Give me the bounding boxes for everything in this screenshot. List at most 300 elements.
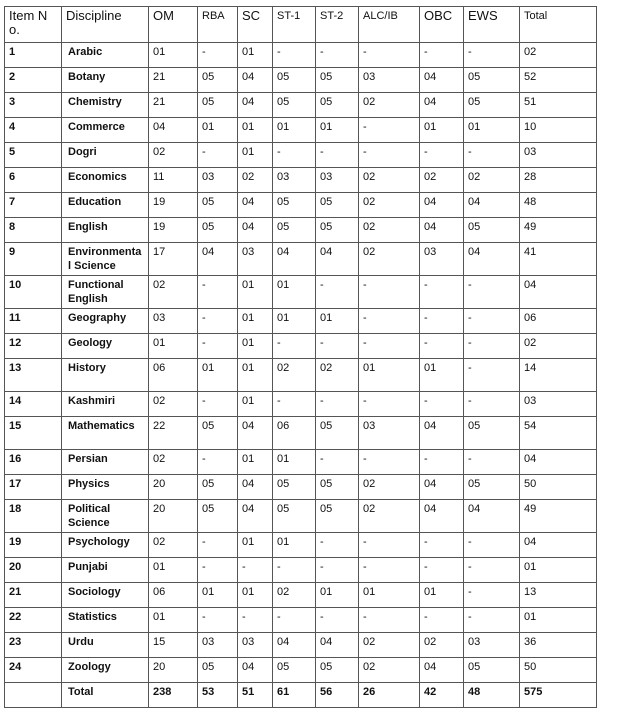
cell-ews: 05 [464,218,520,243]
cell-ews: - [464,334,520,359]
cell-st1: 05 [273,475,316,500]
cell-om: 20 [149,475,198,500]
cell-item-no: 16 [5,450,62,475]
total-obc: 42 [420,683,464,708]
cell-total: 01 [520,558,597,583]
cell-total: 50 [520,475,597,500]
cell-total: 04 [520,276,597,309]
cell-st2: 03 [316,168,359,193]
table-row [5,334,597,359]
cell-item-no: 1 [5,43,62,68]
cell-rba: 05 [198,658,238,683]
cell-item-no: 4 [5,118,62,143]
header-obc: OBC [420,7,464,43]
cell-discipline: Arabic [62,43,149,68]
cell-ews: - [464,276,520,309]
cell-total: 14 [520,359,597,392]
cell-sc: 04 [238,193,273,218]
cell-st2: - [316,533,359,558]
cell-rba: - [198,392,238,417]
cell-total: 36 [520,633,597,658]
header-rba: RBA [198,7,238,43]
cell-st1: 01 [273,450,316,475]
cell-om: 02 [149,143,198,168]
cell-ews: - [464,392,520,417]
header-om: OM [149,7,198,43]
cell-alc-ib: - [359,533,420,558]
cell-discipline: Chemistry [62,93,149,118]
cell-obc: 04 [420,500,464,533]
cell-item-no: 2 [5,68,62,93]
cell-sc: 01 [238,334,273,359]
cell-st2: 02 [316,359,359,392]
cell-ews: 04 [464,500,520,533]
cell-obc: - [420,392,464,417]
cell-obc: 01 [420,359,464,392]
cell-item-no: 7 [5,193,62,218]
total-row [5,683,597,708]
cell-item-no: 13 [5,359,62,392]
cell-ews: - [464,359,520,392]
cell-rba: - [198,558,238,583]
cell-alc-ib: - [359,608,420,633]
cell-obc: - [420,450,464,475]
cell-rba: 05 [198,193,238,218]
cell-item-no: 22 [5,608,62,633]
cell-st1: 03 [273,168,316,193]
cell-st1: - [273,392,316,417]
cell-obc: 04 [420,417,464,450]
cell-ews: 05 [464,68,520,93]
cell-om: 02 [149,533,198,558]
cell-rba: - [198,334,238,359]
cell-total: 54 [520,417,597,450]
total-discipline: Total [62,683,149,708]
cell-total: 06 [520,309,597,334]
cell-rba: 05 [198,475,238,500]
cell-alc-ib: - [359,392,420,417]
cell-total: 10 [520,118,597,143]
cell-alc-ib: 02 [359,475,420,500]
cell-discipline: Commerce [62,118,149,143]
cell-rba: - [198,608,238,633]
cell-om: 19 [149,193,198,218]
table-row [5,68,597,93]
cell-obc: - [420,309,464,334]
cell-rba: 05 [198,500,238,533]
cell-ews: 03 [464,633,520,658]
cell-sc: 04 [238,475,273,500]
cell-discipline: Environmental Science [62,243,149,276]
cell-sc: 04 [238,658,273,683]
cell-sc: 01 [238,450,273,475]
cell-alc-ib: - [359,43,420,68]
cell-rba: 05 [198,93,238,118]
cell-om: 03 [149,309,198,334]
cell-st1: - [273,43,316,68]
cell-rba: 05 [198,417,238,450]
cell-om: 06 [149,583,198,608]
cell-st2: - [316,608,359,633]
table-row [5,143,597,168]
header-alc-ib: ALC/IB [359,7,420,43]
cell-item-no: 5 [5,143,62,168]
table-row [5,359,597,392]
cell-st2: 01 [316,309,359,334]
cell-rba: - [198,276,238,309]
cell-sc: 04 [238,68,273,93]
cell-st2: 05 [316,68,359,93]
cell-sc: 01 [238,392,273,417]
header-ews: EWS [464,7,520,43]
cell-sc: 01 [238,118,273,143]
cell-sc: 04 [238,93,273,118]
cell-ews: 01 [464,118,520,143]
cell-item-no: 19 [5,533,62,558]
cell-item-no: 20 [5,558,62,583]
cell-discipline: Geology [62,334,149,359]
table-row [5,43,597,68]
cell-om: 22 [149,417,198,450]
cell-om: 15 [149,633,198,658]
cell-alc-ib: 02 [359,93,420,118]
cell-discipline: Dogri [62,143,149,168]
cell-ews: 04 [464,243,520,276]
cell-ews: - [464,583,520,608]
cell-alc-ib: - [359,309,420,334]
cell-alc-ib: - [359,276,420,309]
cell-st2: 05 [316,193,359,218]
cell-rba: 01 [198,359,238,392]
cell-discipline: Economics [62,168,149,193]
cell-alc-ib: 01 [359,583,420,608]
cell-om: 04 [149,118,198,143]
cell-sc: 04 [238,218,273,243]
table-row [5,558,597,583]
cell-obc: 04 [420,658,464,683]
cell-item-no: 23 [5,633,62,658]
cell-total: 13 [520,583,597,608]
header-total: Total [520,7,597,43]
cell-total: 04 [520,450,597,475]
cell-discipline: Psychology [62,533,149,558]
cell-item-no: 15 [5,417,62,450]
cell-item-no: 6 [5,168,62,193]
cell-obc: - [420,43,464,68]
cell-obc: 04 [420,193,464,218]
cell-st1: 01 [273,309,316,334]
total-st2: 56 [316,683,359,708]
total-ews: 48 [464,683,520,708]
cell-total: 52 [520,68,597,93]
cell-alc-ib: 02 [359,658,420,683]
table-row [5,533,597,558]
cell-st2: 04 [316,633,359,658]
cell-discipline: Botany [62,68,149,93]
header-st2: ST-2 [316,7,359,43]
cell-rba: 03 [198,633,238,658]
cell-rba: - [198,533,238,558]
cell-st1: 01 [273,276,316,309]
cell-om: 01 [149,608,198,633]
cell-st2: - [316,276,359,309]
cell-rba: - [198,143,238,168]
cell-om: 17 [149,243,198,276]
cell-discipline: Persian [62,450,149,475]
cell-st1: 05 [273,218,316,243]
table-row [5,392,597,417]
cell-st2: 05 [316,475,359,500]
cell-item-no: 3 [5,93,62,118]
cell-ews: - [464,608,520,633]
cell-st1: 05 [273,658,316,683]
cell-st1: 04 [273,633,316,658]
cell-discipline: Geography [62,309,149,334]
cell-item-no: 8 [5,218,62,243]
cell-obc: - [420,558,464,583]
cell-total: 02 [520,334,597,359]
total-sc: 51 [238,683,273,708]
cell-alc-ib: - [359,118,420,143]
cell-discipline: Urdu [62,633,149,658]
cell-item-no: 11 [5,309,62,334]
cell-om: 02 [149,276,198,309]
cell-rba: 01 [198,583,238,608]
cell-item-no: 17 [5,475,62,500]
cell-st1: - [273,143,316,168]
cell-ews: - [464,43,520,68]
cell-obc: 04 [420,218,464,243]
cell-sc: 01 [238,143,273,168]
cell-sc: 01 [238,309,273,334]
cell-st2: 04 [316,243,359,276]
cell-ews: 04 [464,193,520,218]
cell-obc: 02 [420,168,464,193]
cell-total: 02 [520,43,597,68]
cell-alc-ib: - [359,558,420,583]
cell-rba: 05 [198,218,238,243]
cell-ews: - [464,450,520,475]
cell-alc-ib: 02 [359,168,420,193]
table-row [5,168,597,193]
cell-ews: 05 [464,93,520,118]
cell-total: 04 [520,533,597,558]
cell-sc: - [238,608,273,633]
cell-ews: 05 [464,475,520,500]
cell-alc-ib: 02 [359,193,420,218]
cell-obc: - [420,608,464,633]
cell-om: 21 [149,68,198,93]
cell-obc: - [420,533,464,558]
cell-om: 06 [149,359,198,392]
cell-st2: 05 [316,417,359,450]
cell-total: 03 [520,143,597,168]
cell-total: 50 [520,658,597,683]
cell-st2: - [316,558,359,583]
cell-rba: 03 [198,168,238,193]
cell-item-no: 24 [5,658,62,683]
cell-alc-ib: 02 [359,218,420,243]
cell-sc: 01 [238,43,273,68]
cell-alc-ib: 02 [359,500,420,533]
cell-st1: 05 [273,500,316,533]
cell-om: 20 [149,500,198,533]
cell-discipline: Kashmiri [62,392,149,417]
table-row [5,276,597,309]
cell-sc: 03 [238,243,273,276]
cell-ews: 05 [464,417,520,450]
cell-rba: 05 [198,68,238,93]
cell-st1: - [273,558,316,583]
cell-discipline: Mathematics [62,417,149,450]
cell-st1: 01 [273,533,316,558]
cell-sc: 04 [238,500,273,533]
cell-obc: - [420,276,464,309]
cell-sc: 01 [238,533,273,558]
cell-item-no: 18 [5,500,62,533]
cell-om: 20 [149,658,198,683]
cell-sc: 01 [238,583,273,608]
cell-alc-ib: 02 [359,633,420,658]
table-row [5,475,597,500]
cell-st2: 01 [316,583,359,608]
cell-total: 28 [520,168,597,193]
cell-st2: - [316,143,359,168]
cell-sc: - [238,558,273,583]
cell-alc-ib: - [359,334,420,359]
table-row [5,243,597,276]
cell-rba: 01 [198,118,238,143]
cell-st1: 01 [273,118,316,143]
cell-item-no: 14 [5,392,62,417]
cell-ews: - [464,143,520,168]
cell-rba: - [198,43,238,68]
cell-st1: 05 [273,93,316,118]
cell-st2: 05 [316,218,359,243]
table-row [5,309,597,334]
table-row [5,417,597,450]
cell-discipline: Political Science [62,500,149,533]
cell-total: 41 [520,243,597,276]
total-rba: 53 [198,683,238,708]
cell-total: 51 [520,93,597,118]
cell-sc: 04 [238,417,273,450]
total-item-no [5,683,62,708]
total-st1: 61 [273,683,316,708]
cell-alc-ib: - [359,450,420,475]
cell-obc: 01 [420,583,464,608]
cell-item-no: 12 [5,334,62,359]
cell-ews: 02 [464,168,520,193]
table-row [5,608,597,633]
cell-alc-ib: 01 [359,359,420,392]
cell-total: 48 [520,193,597,218]
cell-st1: - [273,334,316,359]
header-item-no: Item No. [5,7,62,43]
cell-st1: 02 [273,583,316,608]
cell-om: 01 [149,558,198,583]
header-discipline: Discipline [62,7,149,43]
cell-alc-ib: 03 [359,417,420,450]
cell-obc: 04 [420,93,464,118]
cell-ews: 05 [464,658,520,683]
header-row [5,7,597,43]
cell-obc: - [420,334,464,359]
cell-st2: 05 [316,93,359,118]
cell-discipline: Education [62,193,149,218]
total-alc-ib: 26 [359,683,420,708]
cell-total: 03 [520,392,597,417]
reservation-table [4,6,597,708]
cell-st2: - [316,450,359,475]
table-row [5,500,597,533]
table-row [5,218,597,243]
table-row [5,118,597,143]
cell-item-no: 10 [5,276,62,309]
cell-om: 01 [149,334,198,359]
cell-st2: 01 [316,118,359,143]
table-row [5,658,597,683]
cell-discipline: Zoology [62,658,149,683]
cell-total: 01 [520,608,597,633]
cell-st1: - [273,608,316,633]
header-st1: ST-1 [273,7,316,43]
cell-st2: - [316,43,359,68]
cell-discipline: Statistics [62,608,149,633]
cell-om: 01 [149,43,198,68]
cell-sc: 02 [238,168,273,193]
cell-st2: - [316,334,359,359]
cell-om: 11 [149,168,198,193]
cell-obc: 02 [420,633,464,658]
cell-obc: 01 [420,118,464,143]
cell-om: 02 [149,450,198,475]
table-row [5,583,597,608]
cell-discipline: Functional English [62,276,149,309]
cell-rba: - [198,450,238,475]
cell-sc: 01 [238,276,273,309]
table-row [5,193,597,218]
total-om: 238 [149,683,198,708]
cell-total: 49 [520,500,597,533]
cell-item-no: 21 [5,583,62,608]
cell-discipline: History [62,359,149,392]
cell-st2: - [316,392,359,417]
cell-ews: - [464,558,520,583]
cell-obc: - [420,143,464,168]
cell-alc-ib: 03 [359,68,420,93]
table-row [5,633,597,658]
cell-alc-ib: 02 [359,243,420,276]
cell-rba: 04 [198,243,238,276]
cell-om: 21 [149,93,198,118]
cell-discipline: Physics [62,475,149,500]
cell-obc: 04 [420,68,464,93]
cell-st1: 05 [273,193,316,218]
cell-st1: 06 [273,417,316,450]
cell-alc-ib: - [359,143,420,168]
cell-st1: 05 [273,68,316,93]
cell-obc: 04 [420,475,464,500]
cell-st2: 05 [316,500,359,533]
cell-discipline: Punjabi [62,558,149,583]
total-total: 575 [520,683,597,708]
cell-st2: 05 [316,658,359,683]
cell-ews: - [464,309,520,334]
header-sc: SC [238,7,273,43]
cell-ews: - [464,533,520,558]
cell-sc: 03 [238,633,273,658]
